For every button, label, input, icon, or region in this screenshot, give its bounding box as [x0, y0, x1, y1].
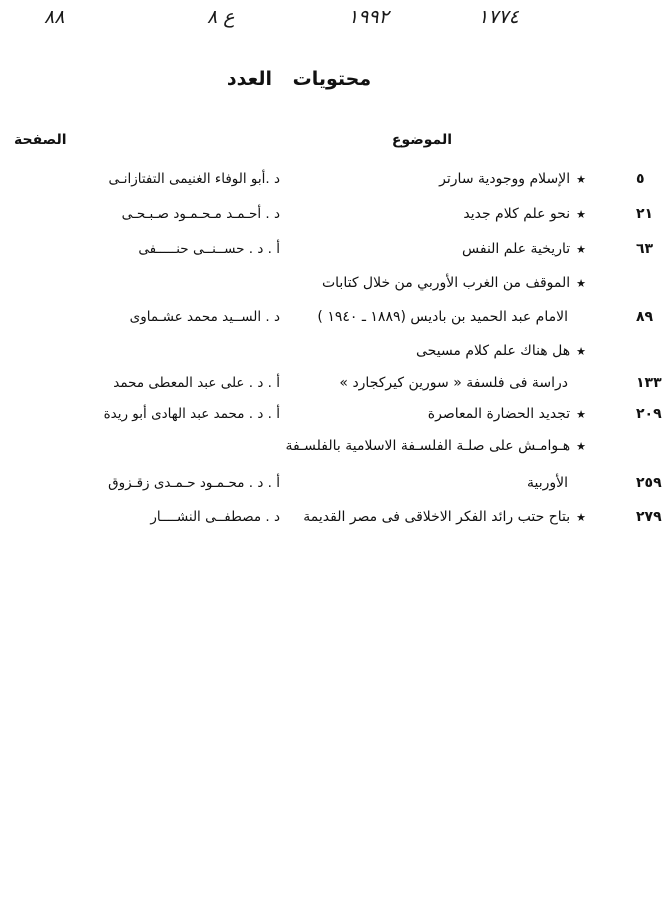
author-text: أ . د . على عبد المعطى محمد — [113, 375, 280, 391]
topic-label: الموقف من الغرب الأوربي من خلال كتابات — [321, 275, 571, 291]
topic-text — [463, 205, 586, 224]
bullet-icon: ★ — [576, 208, 586, 221]
topic-text — [462, 240, 586, 259]
author-text: د . أحـمـد مـحـمـود صـبـحـى — [121, 206, 280, 222]
page-number: ١٣٣ — [636, 375, 662, 391]
bullet-icon: ★ — [576, 440, 586, 453]
author-text: د .أبو الوفاء الغنيمى التفتازانـى — [108, 171, 280, 187]
author-text: د . مصطفــى النشــــار — [150, 509, 280, 525]
page-number: ٥ — [636, 171, 645, 187]
page-number: ٢٧٩ — [636, 509, 662, 525]
topic-text — [439, 170, 586, 189]
page-number: ٢٥٩ — [636, 475, 662, 491]
topic-label: تاريخية علم النفس — [462, 241, 571, 257]
bullet-icon: ★ — [576, 408, 586, 421]
topic-text — [428, 405, 586, 424]
author-text: أ . د . محمد عبد الهادى أبو ريدة — [103, 406, 280, 422]
topic-label: بتاح حتب رائد الفكر الاخلاقى فى مصر القديمة — [303, 509, 571, 525]
topic-text — [416, 342, 586, 361]
page-number: ٢١ — [636, 206, 654, 222]
topic-text: الأوربية — [526, 475, 568, 491]
page-number: ٢٠٩ — [636, 406, 662, 422]
bullet-icon: ★ — [576, 243, 586, 256]
handwritten-mark: ٨٨ — [44, 6, 65, 28]
handwritten-mark: ١٩٩٢ — [348, 6, 389, 28]
page-column-header: الصفحة — [14, 132, 67, 148]
topic-label: تجديد الحضارة المعاصرة — [427, 406, 571, 422]
author-text: د . الســيد محمد عشـماوى — [129, 309, 280, 325]
author-text: أ . د . محـمـود حـمـدى زقـزوق — [108, 475, 280, 491]
author-text: أ . د . حســنــى حنـــــفى — [138, 241, 280, 257]
topic-label: هـوامـش على صلـة الفلسـفة الاسلامية بالفلسـفة — [285, 438, 571, 454]
topic-text — [303, 508, 586, 527]
topic-label: هل هناك علم كلام مسيحى — [416, 343, 571, 359]
bullet-icon: ★ — [576, 511, 586, 524]
topic-text: دراسة فى فلسفة « سورين كيركجارد » — [339, 375, 568, 391]
page-number: ٨٩ — [636, 309, 654, 325]
page-number: ٦٣ — [636, 241, 654, 257]
topic-text — [285, 437, 586, 456]
page-title: محتويات العدد — [226, 68, 372, 90]
handwritten-mark: ١٧٧٤ — [478, 6, 519, 28]
topic-text: الامام عبد الحميد بن باديس (١٨٨٩ ـ ١٩٤٠ ) — [317, 309, 568, 325]
bullet-icon: ★ — [576, 173, 586, 186]
handwritten-mark: ع ٨ — [207, 6, 235, 28]
topic-label: نحو علم كلام جديد — [463, 206, 571, 222]
topic-text — [322, 274, 586, 293]
bullet-icon: ★ — [576, 345, 586, 358]
topic-column-header: الموضوع — [391, 132, 452, 148]
bullet-icon: ★ — [576, 277, 586, 290]
topic-label: الإسلام ووجودية سارتر — [439, 171, 571, 187]
